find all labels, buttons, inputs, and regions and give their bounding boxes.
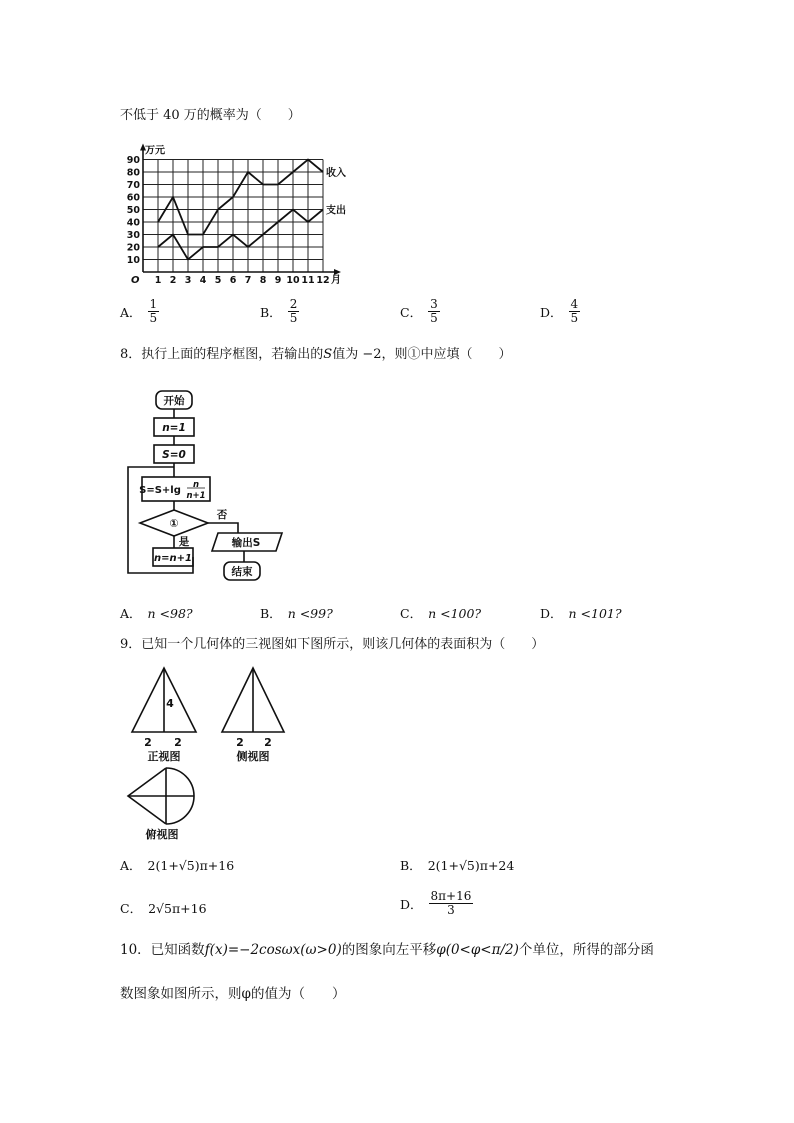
flow-frac-den: n+1: [186, 491, 206, 501]
q9-option-a-letter: A．: [120, 858, 142, 873]
y-tick-label: 70: [126, 180, 140, 191]
q8-var-s: S: [323, 347, 333, 362]
q9-option-d-fraction: [429, 890, 474, 917]
q7-option-num: 1: [149, 297, 158, 311]
q7-option-fraction: [569, 298, 581, 325]
x-tick-label: 3: [184, 275, 192, 286]
side-view-caption: 侧视图: [236, 750, 270, 763]
x-tick-label: 4: [199, 275, 207, 286]
y-tick-label: 30: [126, 230, 140, 241]
q8-stem-post: 值为 −2，则①中应填（ ）: [332, 347, 512, 362]
y-axis-label: 万元: [145, 145, 165, 157]
q10-func: f(x)=−2cosωx(ω>0): [204, 942, 342, 958]
q7-option-den: 5: [570, 311, 579, 325]
q8-stem: [120, 343, 511, 362]
x-tick-label: 2: [169, 275, 177, 286]
q9-option-b-text: 2(1+√5)π+24: [427, 857, 515, 873]
q7-option-b[interactable]: [260, 298, 299, 325]
q8-option-text: n <101?: [568, 605, 622, 621]
flow-no-label: 否: [216, 509, 228, 521]
flow-output-text: 输出S: [231, 537, 261, 549]
q10-line1-a: 10．已知函数: [120, 942, 205, 958]
q7-option-a[interactable]: [120, 298, 159, 325]
q8-stem-pre: 8．执行上面的程序框图，若输出的: [120, 347, 324, 362]
flow-init-s-text: S=0: [162, 449, 186, 461]
q7-option-fraction: [148, 298, 160, 325]
top-view-caption: 俯视图: [145, 828, 179, 841]
x-tick-label: 11: [301, 275, 315, 286]
flow-start-text: 开始: [163, 395, 185, 407]
front-left-label: 2: [144, 736, 152, 749]
flow-init-n-text: n=1: [162, 422, 186, 434]
front-height-label: 4: [166, 697, 174, 710]
flow-cond-text: ①: [169, 517, 179, 530]
q7-option-letter: D．: [540, 304, 563, 320]
q7-option-den: 5: [149, 311, 158, 325]
x-tick-label: 10: [286, 275, 300, 286]
y-tick-label: 10: [126, 255, 140, 266]
q7-option-letter: A．: [120, 304, 142, 320]
q7-option-fraction: [288, 298, 300, 325]
x-axis-label: 月: [331, 275, 341, 286]
q7-option-den: 5: [289, 311, 298, 325]
q9-option-a[interactable]: [120, 856, 234, 874]
q8-option-a[interactable]: [120, 604, 193, 622]
q8-option-c[interactable]: [400, 604, 481, 622]
q7-option-d[interactable]: [540, 298, 580, 325]
x-tick-label: 8: [259, 275, 267, 286]
q9-option-d-den: 3: [447, 903, 455, 917]
q8-option-text: n <99?: [287, 605, 333, 621]
q10-line1-c: 个单位，所得的部分函: [518, 942, 654, 958]
origin-label: O: [131, 275, 140, 286]
q9-stem: 9．已知一个几何体的三视图如下图所示，则该几何体的表面积为（ ）: [120, 637, 545, 652]
front-view-caption: 正视图: [147, 750, 181, 763]
q7-option-num: 4: [570, 297, 579, 311]
flow-inc-text: n=n+1: [154, 553, 192, 564]
q8-option-d[interactable]: [540, 604, 622, 622]
q10-phi: φ: [436, 942, 446, 958]
side-right-label: 2: [264, 736, 272, 749]
flow-frac-num: n: [192, 480, 200, 490]
x-tick-label: 9: [274, 275, 282, 286]
q10-line2: 数图象如图所示，则φ的值为（ ）: [120, 986, 346, 1002]
q7-option-den: 5: [430, 311, 438, 325]
q10-line1-b: 的图象向左平移: [341, 942, 437, 958]
q9-option-b[interactable]: [400, 856, 514, 874]
flow-end-text: 结束: [231, 566, 253, 578]
q7-option-letter: C．: [400, 304, 423, 320]
q7-option-c[interactable]: [400, 298, 440, 325]
flow-yes-label: 是: [178, 536, 190, 548]
q10-line1: [120, 938, 654, 958]
q8-option-text: n <100?: [428, 605, 482, 621]
y-tick-label: 80: [126, 167, 140, 179]
q8-option-b[interactable]: [260, 604, 333, 622]
q8-option-text: n <98?: [147, 605, 193, 621]
series-label-expense: 支出: [326, 205, 346, 217]
flowchart: [120, 385, 300, 585]
y-tick-label: 20: [126, 242, 140, 254]
y-tick-label: 50: [126, 205, 140, 216]
y-tick-label: 60: [126, 192, 140, 204]
q9-option-d-letter: D．: [400, 896, 423, 912]
q9-option-b-letter: B．: [400, 858, 422, 873]
q7-option-num: 2: [289, 297, 298, 311]
q8-option-letter: D．: [540, 606, 563, 621]
series-label-income: 收入: [326, 168, 346, 179]
income-expense-chart: [118, 130, 368, 292]
q9-option-c[interactable]: [120, 899, 207, 917]
q8-option-letter: B．: [260, 606, 282, 621]
y-tick-label: 40: [126, 217, 140, 229]
x-tick-label: 1: [154, 275, 162, 286]
q9-option-a-text: 2(1+√5)π+16: [147, 857, 235, 873]
q9-option-d-num: 8π+16: [430, 889, 472, 903]
q7-stem-tail: 不低于 40 万的概率为（ ）: [120, 108, 301, 123]
q9-option-d[interactable]: [400, 890, 473, 917]
x-tick-label: 7: [244, 275, 252, 286]
x-tick-label: 6: [229, 275, 237, 286]
q7-option-fraction: [428, 298, 440, 325]
side-left-label: 2: [236, 736, 244, 749]
q9-option-c-letter: C．: [120, 901, 143, 916]
three-views: [120, 660, 290, 845]
q8-option-letter: C．: [400, 606, 423, 621]
q7-option-num: 3: [430, 297, 438, 311]
x-tick-label: 12: [316, 275, 330, 286]
x-tick-label: 5: [214, 275, 222, 286]
q7-option-letter: B．: [260, 304, 282, 320]
q9-option-c-text: 2√5π+16: [148, 900, 207, 916]
front-right-label: 2: [174, 736, 182, 749]
q8-option-letter: A．: [120, 606, 142, 621]
y-tick-label: 90: [126, 155, 140, 166]
flow-update-text: S=S+lg: [139, 485, 181, 496]
q10-range: (0<φ<π/2): [445, 942, 519, 958]
